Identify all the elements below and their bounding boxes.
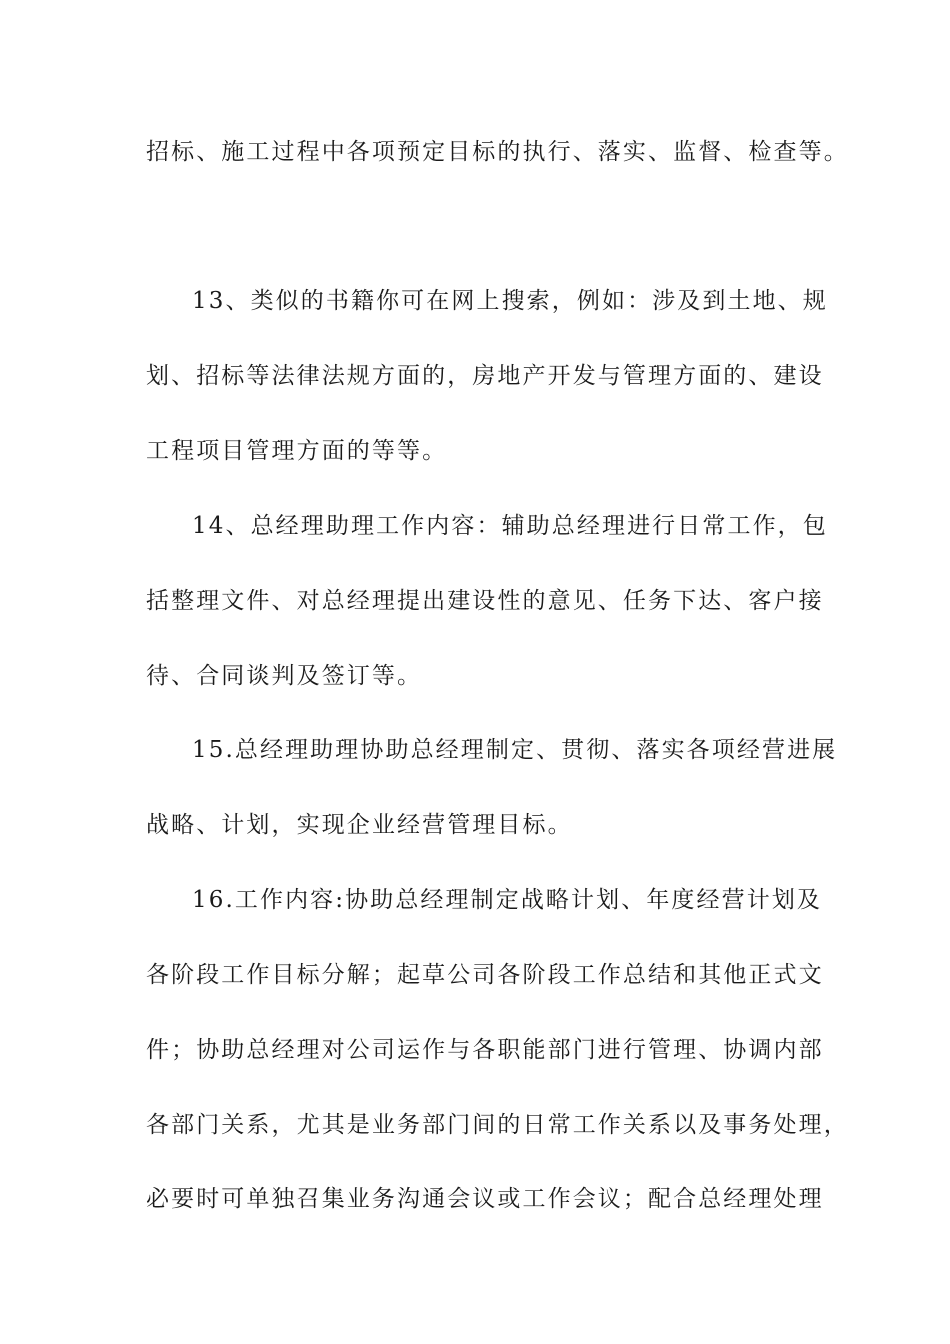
text-line: 各阶段工作目标分解；起草公司各阶段工作总结和其他正式文 xyxy=(146,962,824,988)
text-line: 战略、计划，实现企业经营管理目标。 xyxy=(146,812,573,838)
text-line: 括整理文件、对总经理提出建设性的意见、任务下达、客户接 xyxy=(146,588,824,614)
text-line: 工程项目管理方面的等等。 xyxy=(146,438,448,464)
text-line: 待、合同谈判及签订等。 xyxy=(146,663,423,689)
text-line: 件；协助总经理对公司运作与各职能部门进行管理、协调内部 xyxy=(146,1037,824,1063)
text-line: 招标、施工过程中各项预定目标的执行、落实、监督、检查等。 xyxy=(146,139,849,165)
paragraph-14-line-1: 14、总经理助理工作内容：辅助总经理进行日常工作，包 xyxy=(192,513,828,539)
text-line: 必要时可单独召集业务沟通会议或工作会议；配合总经理处理 xyxy=(146,1186,824,1212)
text-line: 各部门关系，尤其是业务部门间的日常工作关系以及事务处理， xyxy=(146,1112,849,1138)
paragraph-15-line-1: 15.总经理助理协助总经理制定、贯彻、落实各项经营进展 xyxy=(192,737,838,763)
paragraph-13-line-1: 13、类似的书籍你可在网上搜索，例如：涉及到土地、规 xyxy=(192,288,828,314)
text-line: 划、招标等法律法规方面的，房地产开发与管理方面的、建设 xyxy=(146,363,824,389)
paragraph-16-line-1: 16.工作内容:协助总经理制定战略计划、年度经营计划及 xyxy=(192,887,823,913)
